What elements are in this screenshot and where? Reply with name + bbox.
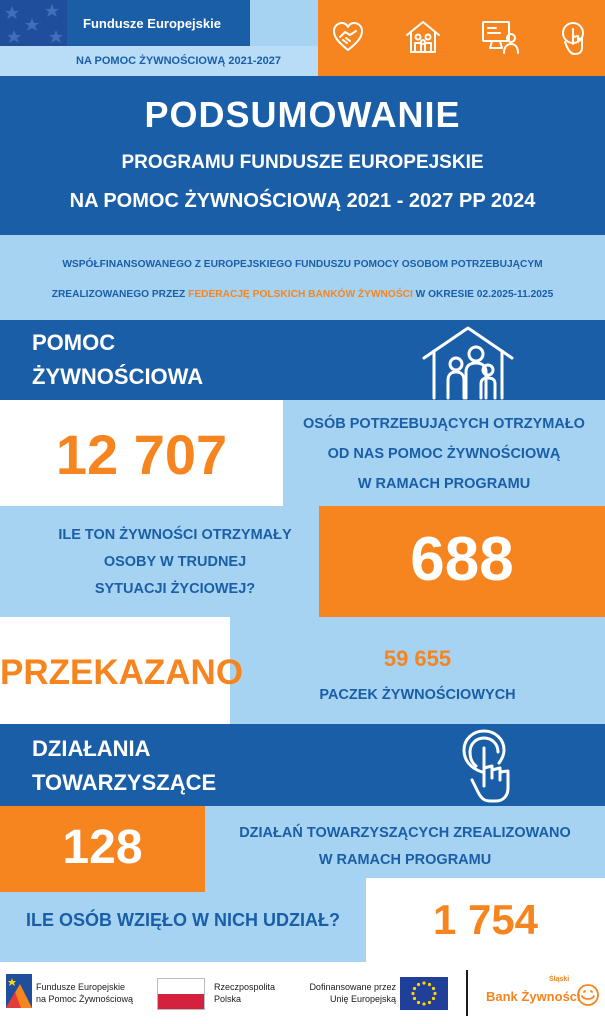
people-text-line1: OSÓB POTRZEBUJĄCYCH OTRZYMAŁO	[303, 416, 585, 432]
activities-count-box	[0, 806, 205, 892]
activities-heading-line1: DZIAŁANIA	[32, 736, 151, 761]
people-text-line2: OD NAS POMOC ŻYWNOŚCIOWĄ	[327, 446, 561, 462]
rp-line1: Rzeczpospolita	[214, 982, 276, 992]
touch-hand-icon	[460, 728, 532, 804]
footer-logos	[0, 962, 605, 1024]
computer-user-icon	[480, 19, 520, 55]
food-aid-header	[0, 320, 605, 400]
info-line2-pre: ZREALIZOWANEGO PRZEZ	[51, 289, 189, 300]
polish-flag-icon	[157, 978, 205, 1010]
given-label: PRZEKAZANO	[0, 653, 244, 692]
tons-question-line3: SYTUACJI ŻYCIOWEJ?	[94, 581, 256, 597]
fe-subtitle: NA POMOC ŻYWNOŚCIOWĄ 2021-2027	[76, 55, 281, 67]
footer-divider	[466, 970, 468, 1016]
header-fe-flag	[0, 0, 67, 46]
activities-header	[0, 724, 605, 806]
people-value: 12 707	[55, 423, 228, 486]
activities-count-text-line1: DZIAŁAŃ TOWARZYSZĄCYCH ZREALIZOWANO	[239, 825, 571, 841]
participants-question: ILE OSÓB WZIĘŁO W NICH UDZIAŁ?	[26, 910, 340, 930]
fe-logo-line2: na Pomoc Żywnościową	[36, 994, 134, 1004]
tons-value: 688	[410, 525, 514, 594]
fe-logo-line1: Fundusze Europejskie	[36, 982, 126, 992]
parcels-text: PACZEK ŻYWNOŚCIOWYCH	[319, 687, 516, 703]
rp-line2: Polska	[214, 994, 242, 1004]
info-line2-post: W OKRESIE 02.2025-11.2025	[412, 289, 554, 300]
activities-count-value: 128	[62, 821, 143, 874]
food-aid-heading-line2: ŻYWNOŚCIOWA	[32, 364, 204, 389]
participants-value: 1 754	[432, 896, 539, 943]
title-box	[0, 76, 605, 235]
activities-count-text-line2: W RAMACH PROGRAMU	[318, 852, 492, 868]
eu-flag-icon	[400, 977, 448, 1010]
participants-value-box	[366, 878, 605, 962]
info-org-name: FEDERACJĘ POLSKICH BANKÓW ŻYWNOŚCI	[188, 289, 413, 300]
tons-question-line1: ILE TON ŻYWNOŚCI OTRZYMAŁY	[58, 527, 292, 543]
bank-name: Bank Żywności	[486, 989, 581, 1004]
fe-label: Fundusze Europejskie	[83, 15, 221, 31]
eu-line1: Dofinansowane przez	[309, 982, 396, 992]
activities-heading-line2: TOWARZYSZĄCE	[32, 770, 217, 795]
handshake-icon	[330, 20, 366, 56]
bank-logo-icon	[575, 982, 601, 1008]
family-house-icon	[420, 324, 516, 400]
family-house-icon	[404, 18, 442, 56]
eu-line2: Unię Europejską	[329, 994, 396, 1004]
page-subtitle-line1: PROGRAMU FUNDUSZE EUROPEJSKIE	[121, 152, 484, 173]
header-fe-title-box	[67, 0, 250, 46]
eu-stars-pattern	[0, 0, 67, 46]
parcels-value: 59 655	[383, 646, 452, 671]
touch-hand-icon	[558, 20, 592, 56]
tons-question-line2: OSOBY W TRUDNEJ	[103, 554, 247, 570]
fe-logo-icon	[6, 974, 32, 1008]
header-icons-bar	[318, 0, 605, 76]
people-text-line3: W RAMACH PROGRAMU	[357, 476, 531, 492]
page-subtitle-line2: NA POMOC ŻYWNOŚCIOWĄ 2021 - 2027 PP 2024	[69, 190, 536, 212]
header-fe-subtitle-box	[0, 46, 318, 76]
info-line1: WSPÓŁFINANSOWANEGO Z EUROPEJSKIEGO FUNDUSZU POMOCY OSOBOM POTRZEBUJĄCYM	[62, 259, 543, 270]
info-line2	[0, 289, 605, 300]
bank-small-label: Śląski	[549, 976, 570, 983]
people-value-box	[0, 400, 283, 506]
food-aid-heading-line1: POMOC	[32, 330, 116, 355]
page-title: PODSUMOWANIE	[144, 94, 461, 135]
given-label-box	[0, 617, 244, 724]
tons-value-box	[319, 506, 605, 617]
